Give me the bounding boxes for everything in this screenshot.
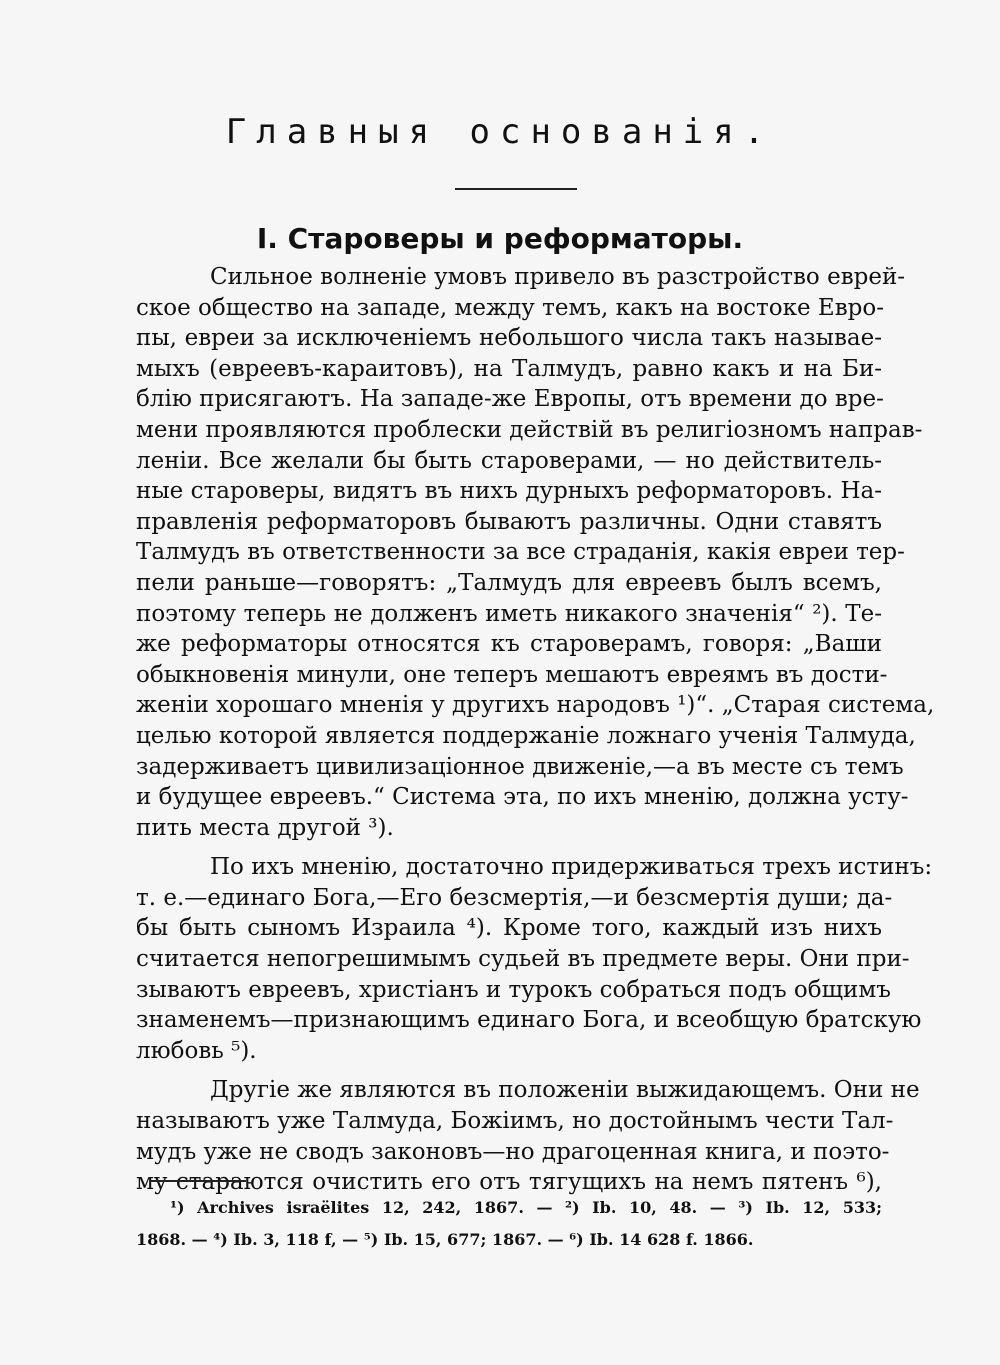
paragraph-1-line: мени проявляются проблески действій въ религіозномъ направ- <box>136 416 923 443</box>
paragraph-1-line: и будущее евреевъ.“ Система эта, по ихъ мненію, должна усту- <box>136 784 909 811</box>
paragraph-1-line: пы, евреи за исключеніемъ небольшого числа такъ называе- <box>136 325 882 352</box>
paragraph-1-line: правленія реформаторовъ бываютъ различны. Одни ставятъ <box>136 508 882 535</box>
paragraph-2-line: зываютъ евреевъ, христіанъ и турокъ собраться подъ общимъ <box>136 976 891 1003</box>
footnotes <box>136 1192 882 1256</box>
paragraph-1-line: Талмудъ въ ответственности за все страданія, какія евреи тер- <box>136 539 905 566</box>
paragraph-1-line: Сильное волненіе умовъ привело въ разстройство еврей- <box>210 264 906 290</box>
paragraph-1-line: пели раньше—говорятъ: „Талмудъ для евреевъ былъ всемъ, <box>136 569 882 596</box>
paragraph-1-line: задерживаетъ цивилизаціонное движеніе,—а въ месте съ темъ <box>136 753 904 780</box>
paragraph-3-line: мудъ уже не сводъ законовъ—но драгоценная книга, и поэто- <box>136 1138 890 1165</box>
paragraph-1-line: пить места другой ³). <box>136 814 394 841</box>
page-title: Главныя основанія. <box>225 112 775 152</box>
paragraph-1-line: же реформаторы относятся къ староверамъ, говоря: „Ваши <box>136 631 882 658</box>
section-heading: I. Староверы и реформаторы. <box>256 222 744 255</box>
paragraph-2-line: знаменемъ—признающимъ единаго Бога, и всеобщую братскую <box>136 1007 922 1034</box>
paragraph-1-line: мыхъ (евреевъ-караитовъ), на Талмудъ, равно какъ и на Би- <box>136 355 882 382</box>
paragraph-2-line: бы быть сыномъ Израила ⁴). Кроме того, каждый изъ нихъ <box>136 915 882 942</box>
paragraph-1-line: обыкновенія минули, оне теперъ мешаютъ евреямъ въ дости- <box>136 661 888 688</box>
paragraph-gap <box>136 843 882 852</box>
paragraph-2-line: любовь ⁵). <box>136 1037 257 1064</box>
body-text <box>136 262 935 1198</box>
paragraph-1-line: женіи хорошаго мненія у другихъ народовъ ¹)“. „Старая система, <box>136 692 935 719</box>
title-divider <box>455 188 577 190</box>
paragraph-3-line: называютъ уже Талмуда, Божіимъ, но достойнымъ чести Тал- <box>136 1108 894 1135</box>
footnote-divider <box>150 1180 246 1182</box>
footnote-line: 1868. — ⁴) Ib. 3, 118 f, — ⁵) Ib. 15, 677; 1867. — ⁶) Ib. 14 628 f. 1866. <box>136 1230 754 1249</box>
paragraph-1-line: ные староверы, видятъ въ нихъ дурныхъ реформаторовъ. На- <box>136 478 882 505</box>
paragraph-2-line: считается непогрешимымъ судьей въ предмете веры. Они при- <box>136 946 910 973</box>
footnote-line: ¹) Archives israëlites 12, 242, 1867. — ²) Ib. 10, 48. — ³) Ib. 12, 533; <box>170 1198 882 1217</box>
paragraph-2-line: т. е.—единаго Бога,—Его безсмертія,—и безсмертія души; да- <box>136 884 893 911</box>
paragraph-1-line: поэтому теперь не долженъ иметь никакого значенія“ ²). Те- <box>136 600 882 627</box>
paragraph-1-line: ское общество на западе, между темъ, какъ на востоке Евро- <box>136 294 885 321</box>
paragraph-1-line: блію присягаютъ. На западе-же Европы, отъ времени до вре- <box>136 386 884 413</box>
paragraph-3-line: Другіе же являются въ положеніи выжидающемъ. Они не <box>210 1077 920 1104</box>
paragraph-1-line: леніи. Все желали бы быть староверами, — но действитель- <box>136 447 882 474</box>
paragraph-3-line: му стараются очистить его отъ тягущихъ на немъ пятенъ ⁶), <box>136 1169 882 1196</box>
paragraph-gap <box>136 1066 882 1075</box>
paragraph-1-line: целью которой является поддержаніе ложнаго ученія Талмуда, <box>136 722 916 749</box>
paragraph-2-line: По ихъ мненію, достаточно придерживаться трехъ истинъ: <box>210 854 933 881</box>
